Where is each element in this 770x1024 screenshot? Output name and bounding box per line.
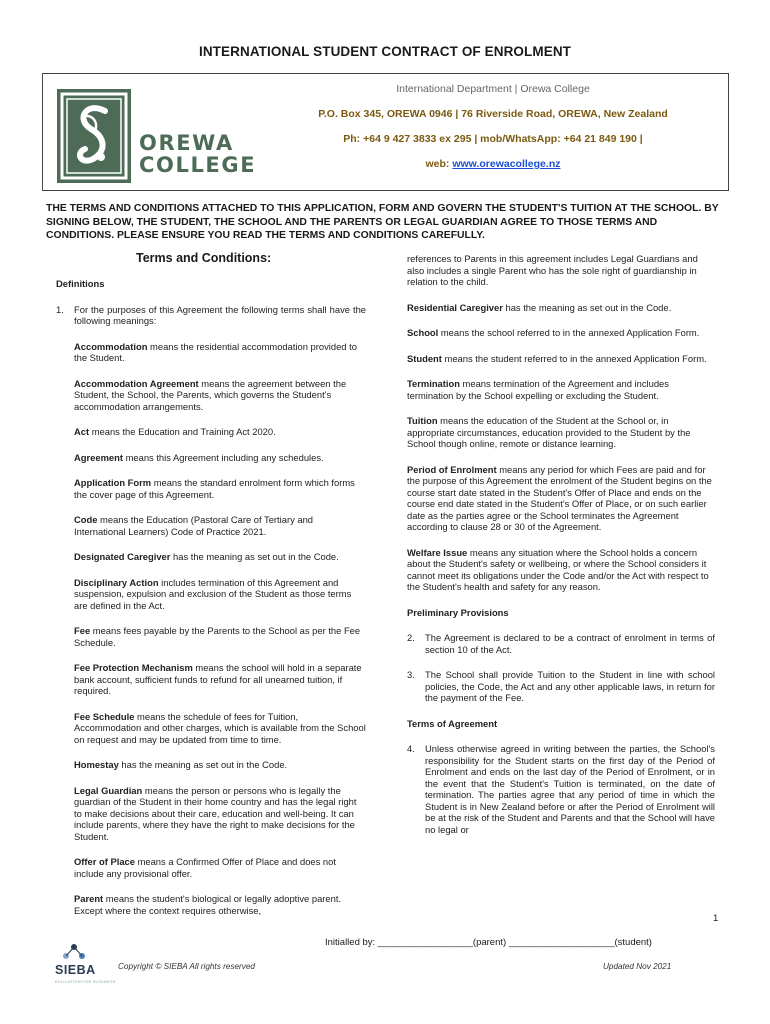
definitions-list (56, 341, 366, 917)
definition-text: means termination of the Agreement and includes termination by the School expelling or excluding the Student. (407, 378, 669, 401)
right-column (407, 253, 715, 849)
clause-2 (407, 632, 715, 655)
clause-text: For the purposes of this Agreement the following terms shall have the following meanings: (74, 303, 366, 326)
definition-term: Accommodation (74, 340, 148, 352)
definition-item (74, 514, 366, 537)
logo-line-college: COLLEGE (139, 153, 257, 177)
definition-item (407, 353, 715, 365)
definition-item (74, 452, 366, 464)
left-column (56, 278, 366, 930)
definition-text: means the residential accommodation provided to the Student. (74, 340, 357, 363)
definition-term: Tuition (407, 415, 438, 426)
definition-item (74, 856, 366, 879)
updated-date: Updated Nov 2021 (603, 962, 672, 971)
definition-term: Parent (74, 893, 104, 904)
definition-item (407, 378, 715, 401)
definition-text: means this Agreement including any schedules. (122, 451, 324, 463)
clause-number: 4. (407, 743, 415, 754)
definition-term: Code (74, 514, 98, 525)
definition-item (74, 378, 366, 413)
clause-number: 1. (56, 303, 64, 315)
clause-number: 3. (407, 669, 415, 680)
definition-item (74, 759, 366, 771)
definition-item (74, 711, 366, 746)
definition-term: Designated Caregiver (74, 551, 171, 562)
definition-item (74, 341, 366, 364)
definition-term: School (407, 327, 439, 338)
definitions-heading: Definitions (56, 278, 105, 289)
definition-text: means a Confirmed Offer of Place and does not include any provisional offer. (74, 856, 336, 879)
definition-text: has the meaning as set out in the Code. (118, 759, 288, 770)
definition-term: Fee Schedule (74, 710, 135, 722)
definition-item (407, 327, 715, 339)
definition-term: Disciplinary Action (74, 576, 159, 588)
definitions-list-continued (407, 302, 715, 593)
web-label: web: (425, 158, 453, 170)
college-header (42, 73, 729, 191)
page-number: 1 (713, 913, 719, 924)
definition-text: means any situation where the School holds a concern about the Student's safety or wellbeing, or where the School considers it cannot meet its obligations under the Code and/or the Act with respect to the Student's health and safety for any reason. (407, 546, 709, 592)
document-title: INTERNATIONAL STUDENT CONTRACT OF ENROLMENT (198, 44, 572, 59)
clause-4 (407, 743, 715, 835)
definition-item (74, 662, 366, 697)
definition-text: means the Education (Pastoral Care of Tertiary and International Learners) Code of Practice 2021. (74, 514, 314, 537)
definition-item (74, 551, 366, 563)
definition-continued: references to Parents in this agreement includes Legal Guardians and also includes a single Parent who has the sole right of guardianship in relation to the child. (407, 253, 698, 287)
definition-term: Welfare Issue (407, 546, 468, 558)
definition-term: Period of Enrolment (407, 463, 497, 475)
address-line: P.O. Box 345, OREWA 0946 | 76 Riverside Road, OREWA, New Zealand (318, 108, 668, 120)
copyright-text: Copyright © SIEBA All rights reserved (118, 962, 255, 971)
clause-text: The Agreement is declared to be a contract of enrolment in terms of section 10 of the Act. (425, 632, 715, 655)
definition-term: Act (74, 426, 90, 437)
definition-term: Accommodation Agreement (74, 377, 199, 389)
definition-item (407, 464, 715, 533)
definition-text: means the standard enrolment form which forms the cover page of this Agreement. (74, 477, 355, 500)
definition-item (74, 893, 366, 916)
terms-heading: Terms and Conditions: (136, 251, 272, 265)
definition-item (74, 477, 366, 500)
sieba-wordmark: SIEBA (55, 963, 96, 977)
web-line (263, 158, 723, 183)
definition-term: Legal Guardian (74, 784, 143, 796)
definition-text: has the meaning as set out in the Code. (170, 551, 339, 562)
clause-text: Unless otherwise agreed in writing between the parties, the School's responsibility for the Student starts on the first day of the Period of Enrolment and ends on the last day of the Period of Enrolment, or in the event that the Student's Tuition is terminated, on the date of termination. The parties agree that any period of time in which the Student is in New Zealand before or after the Period of Enrolment will be at the risk of the Student and Parents and that the School will have no legal or (425, 743, 715, 835)
phone-line: Ph: +64 9 427 3833 ex 295 | mob/WhatsApp: +64 21 849 190 | (343, 133, 643, 145)
definition-item (74, 785, 366, 843)
definition-item (407, 415, 715, 450)
definition-term: Application Form (74, 477, 152, 488)
contact-details (263, 83, 723, 183)
definition-text: means the schedule of fees for Tuition, Accommodation and other charges, which is available from the School on request and may be updated from time to time. (74, 710, 366, 745)
definition-text: means the person or persons who is legally the guardian of the Student in their home country and has the legal right to make decisions about their care, education and well-being. It can include parents, where they have the right to make decisions for the Student. (74, 784, 357, 842)
definition-text: means the school will hold in a separate bank account, sufficient funds to refund for all unearned tuition, if required. (74, 662, 362, 696)
definition-text: has the meaning as set out in the Code. (502, 301, 672, 313)
clause-3 (407, 669, 715, 704)
website-link[interactable]: www.orewacollege.nz (452, 158, 561, 170)
definition-text: means fees payable by the Parents to the School as per the Fee Schedule. (74, 625, 361, 648)
definition-text: means the Education and Training Act 2020. (89, 426, 276, 437)
definition-term: Termination (407, 378, 460, 389)
logo-wordmark (139, 132, 256, 176)
orewa-college-logo-icon (57, 89, 131, 183)
definition-item (74, 577, 366, 612)
preliminary-provisions-heading: Preliminary Provisions (407, 606, 509, 618)
definition-term: Fee (74, 625, 91, 636)
definition-term: Agreement (74, 451, 123, 463)
definition-term: Residential Caregiver (407, 301, 503, 313)
definition-term: Student (407, 352, 442, 364)
preamble-text: THE TERMS AND CONDITIONS ATTACHED TO THIS APPLICATION, FORM AND GOVERN THE STUDENT'S TUITION AT THE SCHOOL. BY SIGNING BELOW, THE STUDENT, THE SCHOOL AND THE PARENTS OR LEGAL GUARDIAN AGREE TO THOSE TERMS AND CONDITIONS. PLEASE ENSURE YOU READ THE TERMS AND CONDITIONS CAREFULLY. (46, 203, 719, 241)
sieba-tagline: EDUCATION FOR BUSINESS (55, 979, 116, 984)
definition-item (407, 547, 715, 593)
definition-item (74, 426, 366, 438)
definition-text: means the agreement between the Student, the School, the Parents, which governs the Student's accommodation arrangements. (74, 377, 347, 412)
definition-term: Offer of Place (74, 856, 135, 867)
definition-text: means the student referred to in the annexed Application Form. (441, 352, 707, 364)
definition-text: means the student's biological or legally adoptive parent. Except where the context requires otherwise, (74, 893, 342, 916)
definition-item (74, 625, 366, 648)
definition-text: includes termination of this Agreement and suspension, expulsion and exclusion of the Student as those terms are defined in the Act. (74, 576, 352, 611)
initialled-by-line: Initialled by: __________________(parent) ____________________(student) (325, 937, 652, 948)
definition-term: Fee Protection Mechanism (74, 662, 193, 673)
clause-number: 2. (407, 632, 415, 643)
definition-term: Homestay (74, 759, 119, 770)
department-line: International Department | Orewa College (396, 83, 590, 95)
definition-text: means any period for which Fees are paid and for the purpose of this Agreement the enrolment of the Student begins on the course start date stated in the Student's Offer of Place and ends on the course end date stated in the Student's Offer of Place, or on such earlier date as the parties agree or the School terminates the Agreement according to clause 28 or 30 of the Agreement. (407, 463, 712, 532)
clause-text: The School shall provide Tuition to the Student in line with school policies, the Code, the Act and any other applicable laws, in return for the payment of the Fee. (425, 669, 715, 703)
definition-item (407, 302, 715, 314)
definition-text: means the education of the Student at the School or, in appropriate circumstances, education provided to the Student by the School though online, remote or distance learning. (407, 415, 691, 449)
terms-of-agreement-heading: Terms of Agreement (407, 717, 498, 729)
logo-line-orewa: OREWA (139, 131, 234, 155)
definition-text: means the school referred to in the annexed Application Form. (438, 327, 700, 338)
clause-1 (56, 304, 366, 327)
